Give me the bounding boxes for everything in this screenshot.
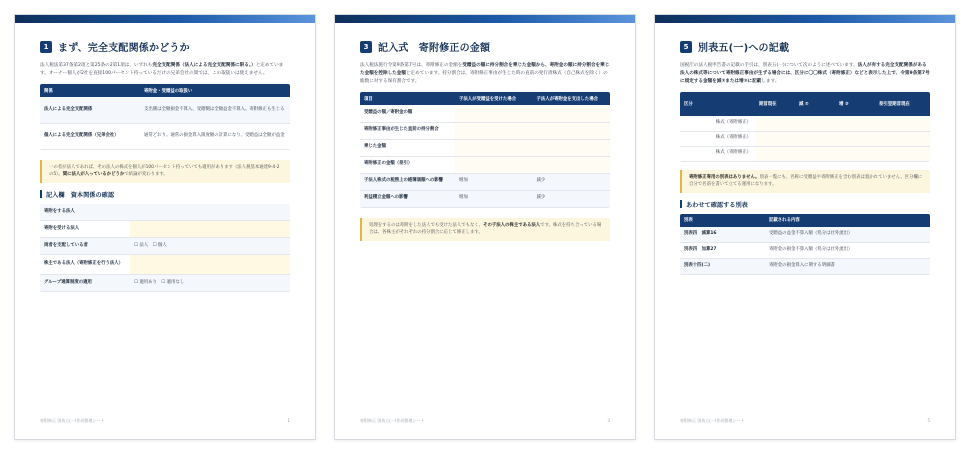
table-header-row <box>40 84 290 97</box>
form-label: 両者を支配している者 <box>40 238 130 255</box>
input-cell[interactable] <box>835 116 875 131</box>
page-content <box>40 39 290 292</box>
table-cell: 減少 <box>533 190 611 207</box>
column-header: 子法人が受贈益を受けた場合 <box>455 92 533 105</box>
table-cell: 法人による完全支配関係 <box>40 97 140 123</box>
schedule-5-1-table <box>680 92 930 162</box>
table-cell: 別表四 減算16 <box>680 227 765 243</box>
table-cell: 寄附修正の金額（差引） <box>360 156 455 173</box>
column-header: 差引翌期首現在 <box>875 92 930 116</box>
form-row <box>40 204 290 221</box>
page-footer <box>360 418 610 424</box>
footer-title: 寄附修正 別表五(一)作成整理シート <box>360 418 425 423</box>
table-cell: 支出側は全額損金不算入、受贈側は全額益金不算入。寄附修正も生じる <box>140 97 290 123</box>
form-row <box>40 275 290 292</box>
table-row <box>680 146 930 161</box>
column-header: 増 ③ <box>835 92 875 116</box>
section-number: 3 <box>360 41 372 53</box>
section-title: 記入式 寄附修正の金額 <box>378 43 491 54</box>
table-cell: 増加 <box>455 190 533 207</box>
table-cell: 株式（寄附修正） <box>680 131 755 146</box>
form-label: グループ通算制度の適用 <box>40 275 130 292</box>
form-field[interactable] <box>130 255 290 275</box>
input-cell[interactable] <box>835 146 875 161</box>
subsection-heading <box>680 200 930 209</box>
column-header: 期首現在 <box>755 92 795 116</box>
form-row <box>40 221 290 238</box>
column-header: 項目 <box>360 92 455 105</box>
column-header: 子法人が寄附金を支出した場合 <box>533 92 611 105</box>
column-header: 別表 <box>680 214 765 227</box>
table-header-row <box>680 92 930 116</box>
section-heading <box>40 39 290 54</box>
table-cell: 乗じた金額 <box>360 139 455 156</box>
table-row <box>360 122 610 139</box>
section-title: 別表五(一)への記載 <box>698 43 790 54</box>
adjustment-amount-table <box>360 92 610 208</box>
table-cell: 通常どおり。通常の損金算入限度額の計算になり、受贈益は全額が益金 <box>140 123 290 149</box>
table-cell: 子法人株式の税務上の帳簿価額への影響 <box>360 173 455 190</box>
form-checkbox-field[interactable]: ☐ 法人 ☐ 個人 <box>130 238 290 255</box>
subsection-title: あわせて確認する別表 <box>686 201 748 209</box>
input-cell[interactable] <box>875 131 930 146</box>
section-number: 1 <box>40 41 52 53</box>
table-cell: 寄附修正事由が生じた直前の持分割合 <box>360 122 455 139</box>
intro-paragraph: 国税庁の法人税申告書の記載の手引は、別表五(一)について次のように述べています。法人が有する完全支配関係がある法人の株式等について寄附修正事由が生ずる場合には、区分に〇〇株式（寄附修正）などと表示した上で、令第9条第7号に規定する金額を減②または増③に記載します。 <box>680 63 930 84</box>
input-cell[interactable] <box>533 105 611 122</box>
table-cell: 減少 <box>533 173 611 190</box>
heading-bar <box>680 200 682 208</box>
table-row <box>40 97 290 123</box>
table-row <box>680 116 930 131</box>
input-cell[interactable] <box>795 131 835 146</box>
input-cell[interactable] <box>755 131 795 146</box>
intro-paragraph: 法人税法第37条第2項と第25条の2第1項は、いずれも完全支配関係（法人による完全支配関係に限る。）と定めています。オーナー個人が2社を直接100パーセント持っているだけの兄弟会社の間では、この取扱いは使えません。 <box>40 63 284 76</box>
note-box: 寄附修正専用の別表はありません。別表一覧にも、名称に受贈益や寄附修正を含む別表は置かれていません。区分欄に自分で名前を書いて立てる運用になります。 <box>680 170 930 193</box>
input-cell[interactable] <box>795 146 835 161</box>
page-footer <box>680 418 930 424</box>
table-cell: 株式（寄附修正） <box>680 116 755 131</box>
table-cell: 増加 <box>455 173 533 190</box>
form-row <box>40 238 290 255</box>
page-number: 5 <box>927 418 930 423</box>
table-cell: 別表四 加算27 <box>680 243 765 259</box>
footer-title: 寄附修正 別表五(一)作成整理シート <box>680 418 745 423</box>
table-row <box>680 259 930 275</box>
subsection-heading <box>40 190 290 199</box>
form-field[interactable] <box>130 221 290 238</box>
input-cell[interactable] <box>533 156 611 173</box>
page-number: 3 <box>607 418 610 423</box>
section-heading <box>360 39 610 54</box>
column-header: 減 ② <box>795 92 835 116</box>
heading-bar <box>40 190 42 198</box>
input-cell[interactable] <box>795 116 835 131</box>
table-cell: 個人による完全支配関係（兄弟会社） <box>40 123 140 149</box>
input-cell[interactable] <box>755 146 795 161</box>
table-row <box>680 131 930 146</box>
input-cell[interactable] <box>533 122 611 139</box>
subsection-title: 記入欄 資本関係の確認 <box>46 191 115 199</box>
note-box: 一の者が法人であれば、その法人の株式を個人が100パーセント持っていても適用があります（法人税基本通達9-4-2の5）。間に法人が入っているかどうかで結論が変わります。 <box>40 160 290 183</box>
table-cell: 利益積立金額への影響 <box>360 190 455 207</box>
column-header: 関係 <box>40 84 140 97</box>
input-cell[interactable] <box>533 139 611 156</box>
table-cell: 受贈益の額／寄附金の額 <box>360 105 455 122</box>
input-cell[interactable] <box>875 116 930 131</box>
form-row <box>40 255 290 275</box>
page-content <box>680 39 930 275</box>
related-schedules-table <box>680 214 930 276</box>
input-cell[interactable] <box>455 139 533 156</box>
table-cell: 寄附金の損金不算入額（処分は社外流出） <box>765 243 930 259</box>
table-header-row <box>360 92 610 105</box>
input-cell[interactable] <box>755 116 795 131</box>
table-row <box>680 243 930 259</box>
table-row <box>360 173 610 190</box>
form-checkbox-field[interactable]: ☐ 適用あり ☐ 適用なし <box>130 275 290 292</box>
page-number: 1 <box>287 418 290 423</box>
document-page-5 <box>654 14 956 440</box>
form-label: 寄附を受ける法人 <box>40 221 130 238</box>
table-header-row <box>680 214 930 227</box>
table-row <box>40 123 290 149</box>
page-content <box>360 39 610 248</box>
column-header: 区分 <box>680 92 755 116</box>
form-label: 寄附をする法人 <box>40 204 130 221</box>
form-field[interactable] <box>130 204 290 221</box>
note-box: 処理をするのは寄附をした法人でも受けた法人でもなく、その子法人の株主である法人です。株式を持ち合っている場合は、各株主がそれぞれの持分割合に応じて修正します。 <box>360 218 610 241</box>
table-row <box>360 190 610 207</box>
table-row <box>360 105 610 122</box>
table-cell: 別表十四(二) <box>680 259 765 275</box>
page-footer <box>40 418 290 424</box>
input-cell[interactable] <box>455 156 533 173</box>
footer-title: 寄附修正 別表五(一)作成整理シート <box>40 418 105 423</box>
table-cell: 寄附金の損金算入に関する明細書 <box>765 259 930 275</box>
section-title: まず、完全支配関係かどうか <box>58 43 190 54</box>
table-row <box>680 227 930 243</box>
column-header: 寄附金・受贈益の取扱い <box>140 84 290 97</box>
section-number: 5 <box>680 41 692 53</box>
section-heading <box>680 39 930 54</box>
document-page-3 <box>334 14 636 440</box>
form-label: 株主である法人（寄附修正を行う法人） <box>40 255 130 275</box>
intro-paragraph: 法人税法施行令第9条第7号は、寄附修正の金額を受贈益の額に持分割合を乗じた金額から、寄附金の額に持分割合を乗じた金額を控除した金額と定めています。持分割合は、寄附修正事由が生じた時の直前の発行済株式（自己株式を除く）の総数に対する保有割合です。 <box>360 63 610 84</box>
table-cell: 受贈益の益金不算入額（処分は社外流出） <box>765 227 930 243</box>
input-cell[interactable] <box>455 122 533 139</box>
column-header: 記載される内容 <box>765 214 930 227</box>
table-cell: 株式（寄附修正） <box>680 146 755 161</box>
input-cell[interactable] <box>875 146 930 161</box>
input-cell[interactable] <box>455 105 533 122</box>
document-page-1 <box>14 14 316 440</box>
capital-relationship-form <box>40 204 290 293</box>
table-row <box>360 139 610 156</box>
input-cell[interactable] <box>835 131 875 146</box>
table-row <box>360 156 610 173</box>
relationship-table <box>40 84 290 150</box>
